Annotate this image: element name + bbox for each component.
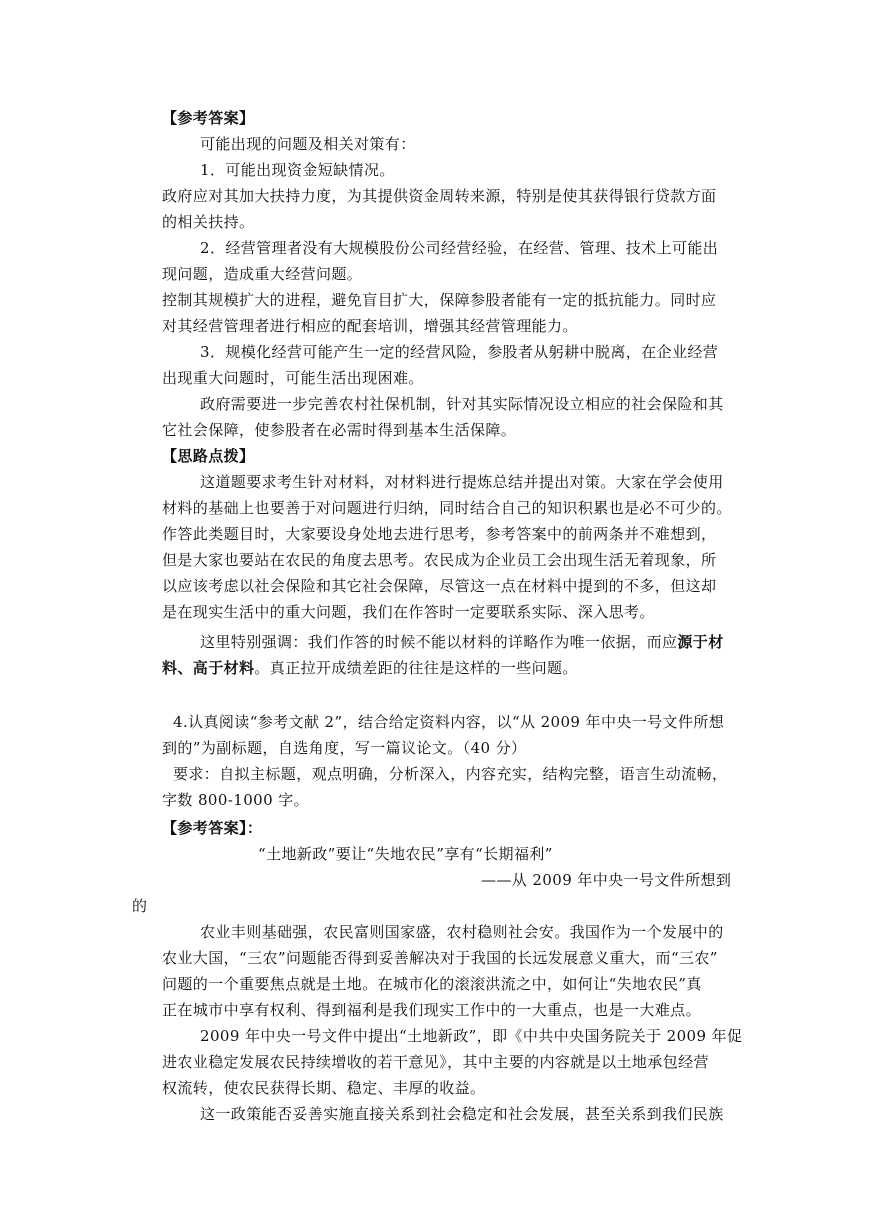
hint-emphasis-bold: 料、高于材料 (162, 659, 255, 677)
item3-measure-line: 它社会保障，使参股者在必需时得到基本生活保障。 (162, 421, 517, 439)
item3-problem-line: 出现重大问题时，可能生活出现困难。 (162, 369, 424, 387)
item2-measure-line: 对其经营管理者进行相应的配套培训，增强其经营管理能力。 (162, 317, 578, 335)
question4-line: 到的”为副标题，自选角度，写一篇议论文。（40 分） (162, 739, 527, 757)
essay-paragraph-line: 问题的一个重要焦点就是土地。在城市化的滚滚洪流之中，如何让“失地农民”真 (162, 975, 702, 993)
essay-paragraph-line: 农业丰则基础强，农民富则国家盛，农村稳则社会安。我国作为一个发展中的 (200, 923, 724, 941)
essay-title: “土地新政”要让“失地农民”享有“长期福利” (258, 845, 553, 863)
item2-measure-line: 控制其规模扩大的进程，避免盲目扩大，保障参股者能有一定的抵抗能力。同时应 (162, 291, 717, 309)
essay-paragraph-line: 农业大国，“三农”问题能否得到妥善解决对于我国的长远发展意义重大，而“三农” (162, 949, 718, 967)
answer-intro: 可能出现的问题及相关对策有： (200, 135, 416, 153)
item2-problem-line: 现问题，造成重大经营问题。 (162, 265, 363, 283)
hint-paragraph-line: 是在现实生活中的重大问题，我们在作答时一定要联系实际、深入思考。 (162, 603, 655, 621)
essay-subtitle: ——从 2009 年中央一号文件所想到 (481, 871, 732, 889)
answer-heading: 【参考答案】 (162, 109, 255, 127)
item2-problem-line: 2．经营管理者没有大规模股份公司经营经验，在经营、管理、技术上可能出 (200, 239, 719, 257)
item1-measure-line: 的相关扶持。 (162, 213, 255, 231)
hint-paragraph-line: 作答此类题目时，大家要设身处地去进行思考，参考答案中的前两条并不难想到， (162, 525, 717, 543)
essay-paragraph-line: 权流转，使农民获得长期、稳定、丰厚的收益。 (162, 1079, 486, 1097)
item3-measure-line: 政府需要进一步完善农村社保机制，针对其实际情况设立相应的社会保险和其 (200, 395, 724, 413)
item3-problem-line: 3．规模化经营可能产生一定的经营风险，参股者从躬耕中脱离，在企业经营 (200, 343, 719, 361)
hint-emphasis-line (162, 658, 578, 678)
essay-answer-heading: 【参考答案】： (162, 819, 263, 837)
essay-paragraph-line: 这一政策能否妥善实施直接关系到社会稳定和社会发展，甚至关系到我们民族 (200, 1105, 724, 1123)
essay-paragraph-line: 进农业稳定发展农民持续增收的若干意见》，其中主要的内容就是以土地承包经营 (162, 1053, 709, 1071)
item1-problem: 1．可能出现资金短缺情况。 (200, 161, 395, 179)
item1-measure-line: 政府应对其加大扶持力度，为其提供资金周转来源，特别是使其获得银行贷款方面 (162, 187, 717, 205)
essay-paragraph-line: 正在城市中享有权利、得到福利是我们现实工作中的一大重点，也是一大难点。 (162, 1001, 702, 1019)
hint-paragraph-line: 以应该考虑以社会保险和其它社会保障，尽管这一点在材料中提到的不多，但这却 (162, 577, 717, 595)
hint-emphasis-text: 这里特别强调：我们作答的时候不能以材料的详略作为唯一依据，而应 (200, 633, 678, 651)
essay-subtitle: 的 (132, 897, 148, 915)
question4-requirement-line: 要求：自拟主标题，观点明确，分析深入，内容充实，结构完整，语言生动流畅， (173, 765, 728, 783)
hint-paragraph-line: 这道题要求考生针对材料，对材料进行提炼总结并提出对策。大家在学会使用 (200, 473, 724, 491)
hint-emphasis-text: 。真正拉开成绩差距的往往是这样的一些问题。 (254, 659, 578, 677)
question4-requirement-line: 字数 800-1000 字。 (162, 791, 310, 809)
hint-heading: 【思路点拨】 (162, 447, 255, 465)
hint-paragraph-line: 但是大家也要站在农民的角度去思考。农民成为企业员工会出现生活无着现象，所 (162, 551, 717, 569)
essay-paragraph-line: 2009 年中央一号文件中提出“土地新政”，即《中共中央国务院关于 2009 年促 (200, 1027, 743, 1045)
hint-paragraph-line: 材料的基础上也要善于对问题进行归纳，同时结合自己的知识积累也是必不可少的。 (162, 499, 732, 517)
question4-line: 4.认真阅读“参考文献 2”，结合给定资料内容，以“从 2009 年中央一号文件所想 (173, 713, 725, 731)
hint-emphasis-line (200, 632, 724, 652)
hint-emphasis-bold: 源于材 (677, 633, 724, 651)
